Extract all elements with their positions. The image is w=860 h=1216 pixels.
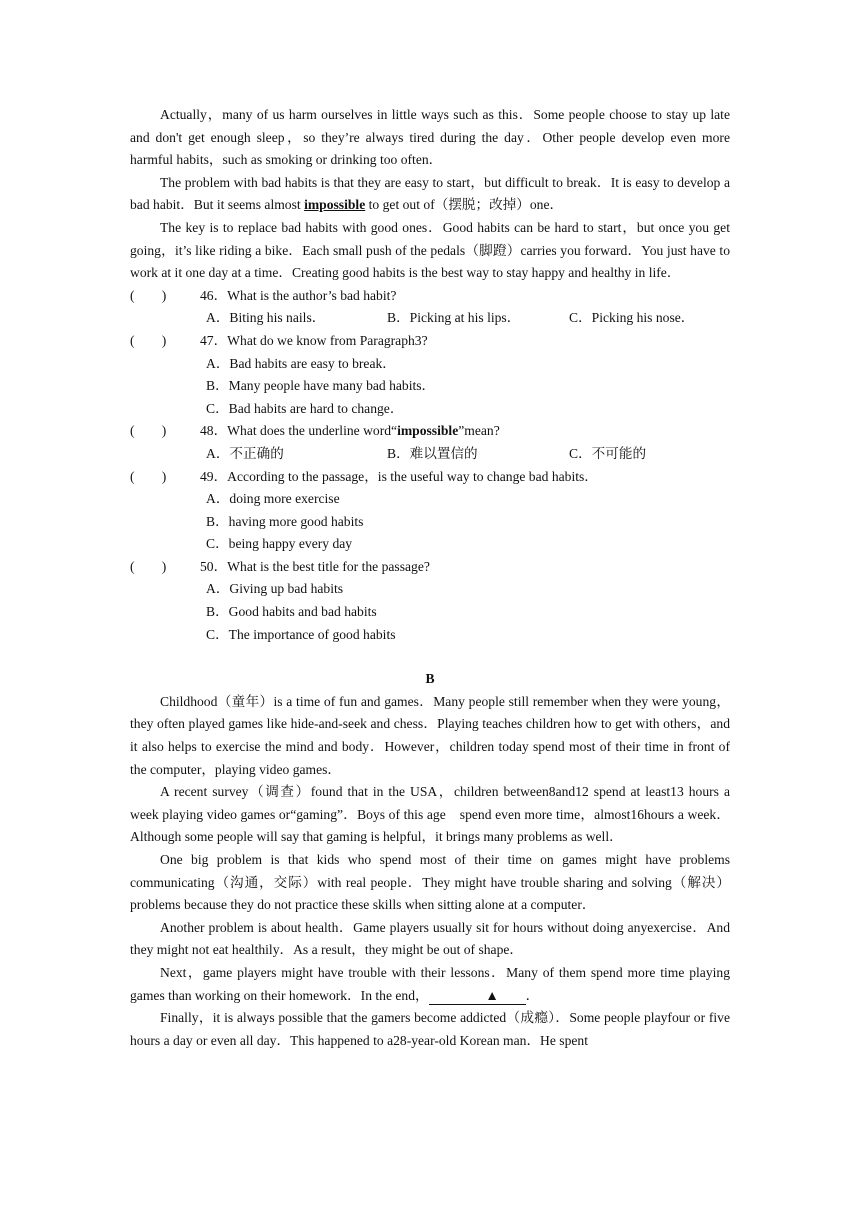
section-heading-b: B <box>425 671 435 687</box>
option-b: B．Good habits and bad habits <box>206 604 377 620</box>
option-c: C．Bad habits are hard to change． <box>206 400 404 416</box>
question-47 <box>130 330 730 353</box>
question-46-options <box>130 307 730 330</box>
option-b: B．Many people have many bad habits． <box>206 378 436 394</box>
option-b: B．难以置信的 <box>387 445 478 461</box>
passage-a-paragraph-3: The key is to replace bad habits with good ones．Good habits can be hard to start，but once you get going，it’s like riding a bike．Each small push of the pedals（脚蹬）carries you forward．You just have to work at it one day at a time．Creating good habits is the best way to stay happy and healthy in life． <box>130 219 730 281</box>
passage-a-paragraph-1: Actually，many of us harm ourselves in little ways such as this．Some people choose to stay up late and don't get enough sleep，so they’re always tired during the day．Other people develop even more harmful habits，such as smoking or drinking too often． <box>130 107 730 168</box>
passage-b-paragraph-3: One big problem is that kids who spend most of their time on games might have problems communicating（沟通，交际）with real people．They might have trouble sharing and solving（解决）problems because they do not practice these skills when sitting alone at a computer． <box>130 852 730 913</box>
question-text: 49．According to the passage，is the useful way to change bad habits． <box>200 468 598 484</box>
question-text-before: 48．What does the underline word“ <box>200 423 398 439</box>
question-49 <box>130 466 730 489</box>
question-text: 47．What do we know from Paragraph3? <box>200 332 428 348</box>
fill-in-blank[interactable]: ▲ <box>429 988 526 1005</box>
option-c: C．being happy every day <box>206 536 353 552</box>
question-text: 46．What is the author’s bad habit? <box>200 287 397 303</box>
document-content <box>130 104 730 1052</box>
option-a: A．Bad habits are easy to break． <box>206 355 396 371</box>
passage-b-paragraph-6: Finally，it is always possible that the gamers become addicted（成瘾）．Some people playfour or five hours a day or even all day．This happened to a28-year-old Korean man．He spent <box>130 1010 730 1048</box>
answer-blank[interactable]: ( ) <box>130 558 167 574</box>
passage-b-paragraph-5 <box>130 962 730 1007</box>
question-50 <box>130 556 730 579</box>
answer-blank[interactable]: ( ) <box>130 287 167 303</box>
option-c: C．不可能的 <box>569 445 647 461</box>
passage-b-paragraph-4: Another problem is about health．Game players usually sit for hours without doing anyexercise．And they might not eat healthily．As a result，they might be out of shape． <box>130 919 730 958</box>
option-b: B．Picking at his lips． <box>387 310 521 326</box>
bold-word: impossible <box>397 423 459 439</box>
option-a: A．Biting his nails． <box>206 310 326 326</box>
passage-a-paragraph-2 <box>130 172 730 217</box>
paragraph-5-text-after: ． <box>525 987 540 1003</box>
paragraph-2-text-after: to get out of（摆脱；改掉）one． <box>365 197 564 213</box>
question-text-after: ”mean? <box>458 423 500 439</box>
paragraph-5-text-before: Next，game players might have trouble with their lessons．Many of them spend more time playing games than working on their homework．In the end， <box>130 964 730 1003</box>
passage-b-paragraph-2: A recent survey（调查）found that in the USA，children between8and12 spend at least13 hours a week playing video games or“gaming”．Boys of this age spend even more time，almost16hours a week．Although some people will say that gaming is helpful，it brings many problems as well． <box>130 784 730 845</box>
question-text <box>200 420 730 443</box>
underlined-word: impossible <box>304 197 366 213</box>
option-a: A．Giving up bad habits <box>206 581 344 597</box>
option-a: A．doing more exercise <box>206 491 340 507</box>
option-c: C．The importance of good habits <box>206 626 396 642</box>
paragraph-2-text-before: The problem with bad habits is that they are easy to start，but difficult to break．It is easy to develop a bad habit．But it seems almost <box>130 174 730 213</box>
option-a: A．不正确的 <box>206 445 284 461</box>
answer-blank[interactable]: ( ) <box>130 468 167 484</box>
answer-blank[interactable]: ( ) <box>130 332 167 348</box>
question-46 <box>130 285 730 308</box>
option-b: B．having more good habits <box>206 513 364 529</box>
option-c: C．Picking his nose． <box>569 310 695 326</box>
passage-b-paragraph-1: Childhood（童年）is a time of fun and games．Many people still remember when they were young，they often played games like hide-and-seek and chess．Playing teaches children how to get with others，and it also helps to exercise the mind and body．However，children today spend most of their time in front of the computer，playing video games． <box>130 693 730 777</box>
question-text: 50．What is the best title for the passage? <box>200 558 430 574</box>
question-48 <box>130 420 730 443</box>
question-48-options <box>130 443 730 466</box>
answer-blank[interactable]: ( ) <box>130 423 167 439</box>
